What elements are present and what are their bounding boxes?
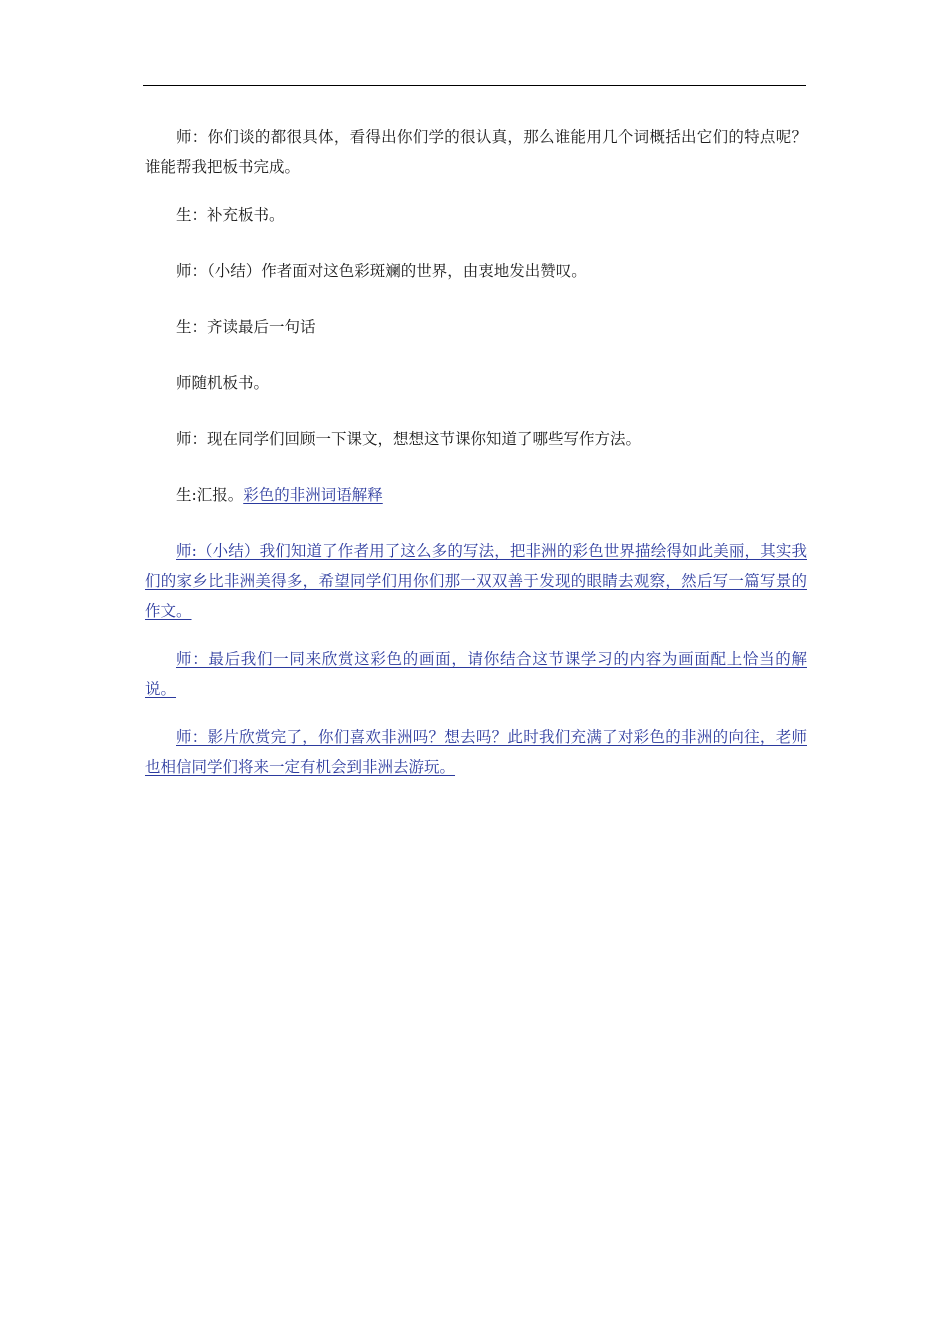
paragraph-student-read: 生：齐读最后一句话 bbox=[176, 318, 316, 336]
paragraph-teacher-question: 师：你们谈的都很具体，看得出你们学的很认真，那么谁能用几个词概括出它们的特点呢？谁能帮我把板书完成。 bbox=[145, 128, 807, 176]
paragraph-teacher-summary: 师：（小结）作者面对这色彩斑斓的世界，由衷地发出赞叹。 bbox=[176, 262, 587, 280]
paragraph-student-report bbox=[145, 480, 807, 510]
linked-paragraph-appreciate[interactable]: 师：最后我们一同来欣赏这彩色的画面，请你结合这节课学习的内容为画面配上恰当的解说。 bbox=[145, 650, 807, 698]
document-body bbox=[145, 122, 807, 800]
paragraph-teacher-board: 师随机板书。 bbox=[176, 374, 270, 392]
report-prefix: 生:汇报。 bbox=[176, 486, 244, 504]
paragraph-teacher-review: 师：现在同学们回顾一下课文，想想这节课你知道了哪些写作方法。 bbox=[176, 430, 642, 448]
header-rule bbox=[143, 85, 806, 86]
linked-paragraph-closing[interactable]: 师：影片欣赏完了，你们喜欢非洲吗？想去吗？此时我们充满了对彩色的非洲的向往，老师也相信同学们将来一定有机会到非洲去游玩。 bbox=[145, 728, 807, 776]
vocabulary-link[interactable]: 彩色的非洲词语解释 bbox=[243, 486, 383, 504]
paragraph-student-board: 生：补充板书。 bbox=[176, 206, 285, 224]
linked-paragraph-summary[interactable]: 师:（小结）我们知道了作者用了这么多的写法，把非洲的彩色世界描绘得如此美丽，其实我们的家乡比非洲美得多，希望同学们用你们那一双双善于发现的眼睛去观察，然后写一篇写景的作文。 bbox=[145, 542, 807, 620]
